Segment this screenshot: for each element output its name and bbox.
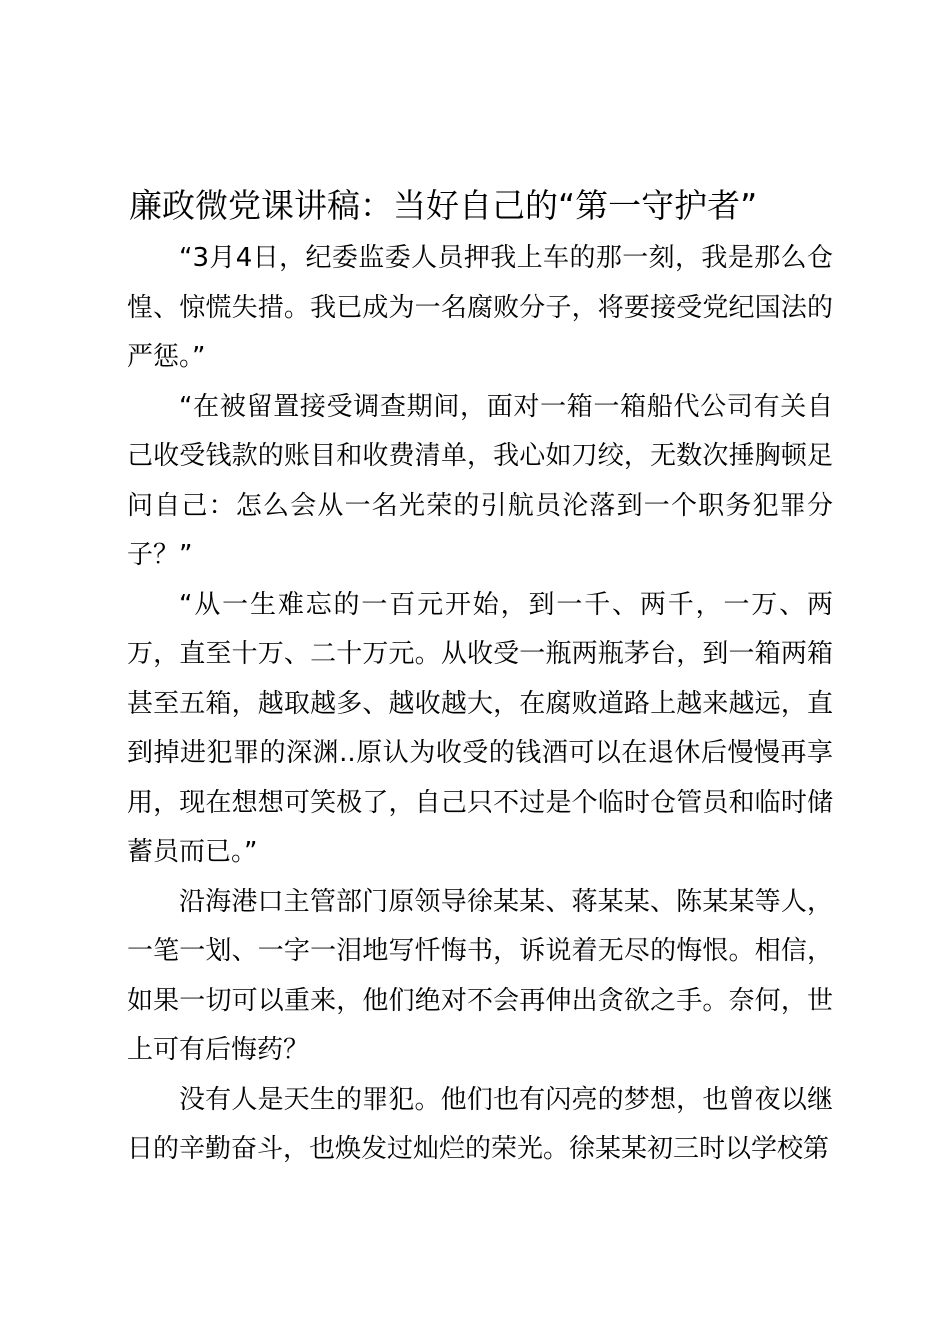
paragraph-4: 沿海港口主管部门原领导徐某某、蒋某某、陈某某等人，一笔一划、一字一泪地写忏悔书，诉说着无尽的悔恨。相信，如果一切可以重来，他们绝对不会再伸出贪欲之手。奈何，世上可有后悔药？: [127, 886, 833, 1065]
paragraph-1: “3月4日，纪委监委人员押我上车的那一刻，我是那么仓惶、惊慌失措。我已成为一名腐败分子，将要接受党纪国法的严惩。”: [127, 243, 833, 372]
paragraph-3: “从一生难忘的一百元开始，到一千、两千，一万、两万，直至十万、二十万元。从收受一瓶两瓶茅台，到一箱两箱甚至五箱，越取越多、越收越大，在腐败道路上越来越远，直到掉进犯罪的深渊..原认为收受的钱酒可以在退休后慢慢再享用，现在想想可笑极了，自己只不过是个临时仓管员和临时储蓄员而已。”: [127, 589, 833, 867]
document-page: [127, 178, 833, 1175]
paragraph-2: “在被留置接受调查期间，面对一箱一箱船代公司有关自己收受钱款的账目和收费清单，我心如刀绞，无数次捶胸顿足问自己：怎么会从一名光荣的引航员沦落到一个职务犯罪分子？”: [127, 391, 833, 570]
document-title: 廉政微党课讲稿：当好自己的“第一守护者”: [129, 186, 758, 225]
paragraph-5: 没有人是天生的罪犯。他们也有闪亮的梦想，也曾夜以继日的辛勤奋斗，也焕发过灿烂的荣光。徐某某初三时以学校第: [127, 1084, 833, 1164]
